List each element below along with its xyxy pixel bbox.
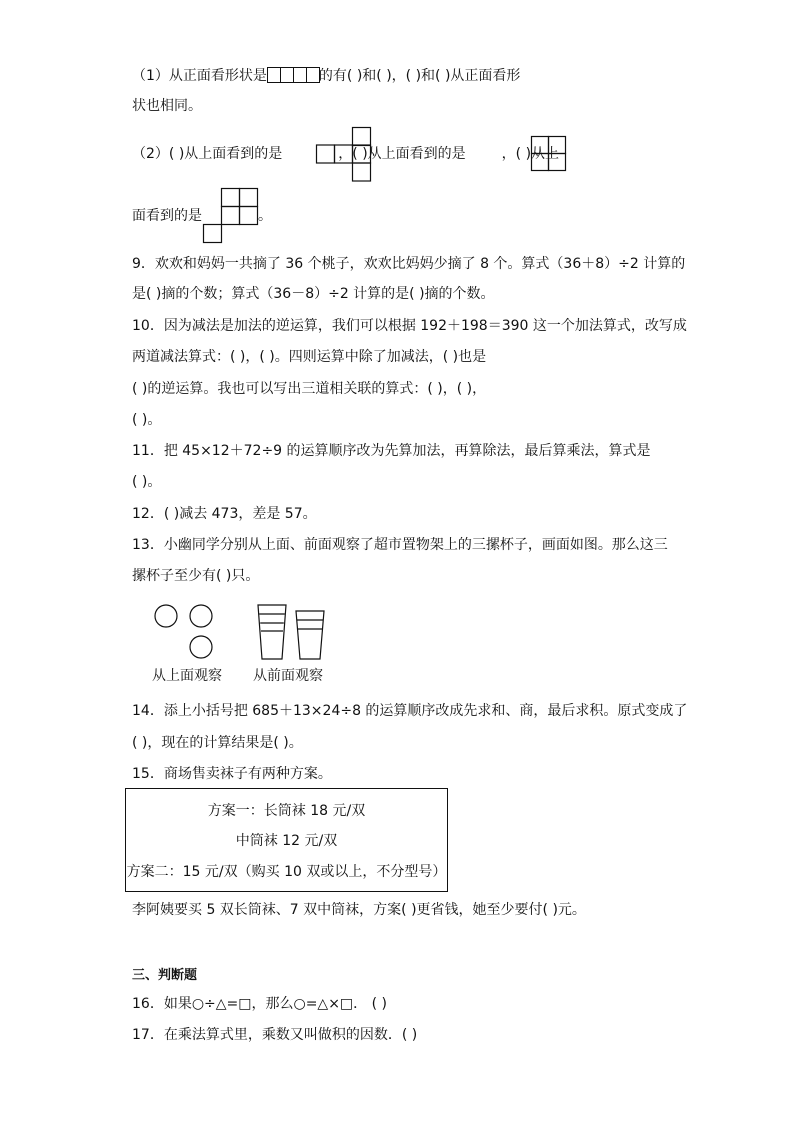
q15-line1: 15．商场售卖袜子有两种方案。 [132, 766, 332, 782]
q15-question: 李阿姨要买 5 双长筒袜、7 双中筒袜，方案( )更省钱，她至少要付( )元。 [132, 902, 586, 918]
q8-part2-text-d: 面看到的是 [132, 208, 202, 224]
q10-line2: 两道减法算式：( )，( )。四则运算中除了加减法，( )也是 [132, 349, 487, 365]
cups-front-view-figure [255, 603, 327, 661]
top-view-cross-figure [316, 127, 372, 181]
q9-line2: 是( )摘的个数；算式（36－8）÷2 计算的是( )摘的个数。 [132, 286, 495, 302]
q8-part2-text-end: 。 [258, 208, 272, 224]
q10-line1: 10．因为减法是加法的逆运算，我们可以根据 192＋198＝390 这一个加法算式，改写成 [132, 318, 687, 334]
top-view-step-figure [203, 188, 259, 244]
caption-top-view: 从上面观察 [152, 668, 222, 684]
q8-part2-text-c: ，( )从上 [501, 146, 560, 162]
q16-line1: 16．如果○÷△=□，那么○=△×□． ( ) [132, 996, 387, 1012]
front-view-row-figure [267, 66, 319, 86]
q14-line1: 14．添上小括号把 685＋13×24÷8 的运算顺序改成先求和、商，最后求积。原式变成了 [132, 703, 688, 719]
q11-line1: 11．把 45×12＋72÷9 的运算顺序改为先算加法，再算除法，最后算乘法，算式是 [132, 443, 651, 459]
q8-part1-text-a: （1）从正面看形状是 [132, 68, 267, 84]
pricing-plans-box [125, 788, 448, 892]
q8-part1-text-b: 的有( )和( )，( )和( )从正面看形 [318, 68, 521, 84]
plan1-mid-socks: 中筒袜 12 元/双 [235, 833, 338, 849]
q8-part2-text-b: ，( )从上面看到的是 [338, 146, 466, 162]
q11-line2: ( )。 [132, 474, 162, 490]
caption-front-view: 从前面观察 [253, 668, 323, 684]
q12-line1: 12．( )减去 473，差是 57。 [132, 506, 317, 522]
plan2-text: 方案二：15 元/双（购买 10 双或以上，不分型号） [126, 864, 447, 880]
q8-part2-text-a: （2）( )从上面看到的是 [132, 146, 283, 162]
q8-part1-line1 [132, 66, 520, 86]
cups-top-view-figure [150, 603, 216, 661]
q10-line3: ( )的逆运算。我也可以写出三道相关联的算式：( )，( )， [132, 381, 487, 397]
q13-line1: 13．小幽同学分别从上面、前面观察了超市置物架上的三摞杯子，画面如图。那么这三 [132, 537, 668, 553]
top-view-square-figure [531, 136, 567, 172]
q8-part1-line2: 状也相同。 [132, 98, 202, 114]
q13-line2: 摞杯子至少有( )只。 [132, 568, 260, 584]
q9-line1: 9．欢欢和妈妈一共摘了 36 个桃子，欢欢比妈妈少摘了 8 个。算式（36＋8）÷2 计算的 [132, 256, 686, 272]
q10-line4: ( )。 [132, 412, 162, 428]
q14-line2: ( )，现在的计算结果是( )。 [132, 735, 303, 751]
q17-line1: 17．在乘法算式里，乘数又叫做积的因数．( ) [132, 1027, 418, 1043]
plan1-long-socks: 方案一：长筒袜 18 元/双 [207, 803, 366, 819]
section-title: 三、判断题 [132, 968, 198, 983]
